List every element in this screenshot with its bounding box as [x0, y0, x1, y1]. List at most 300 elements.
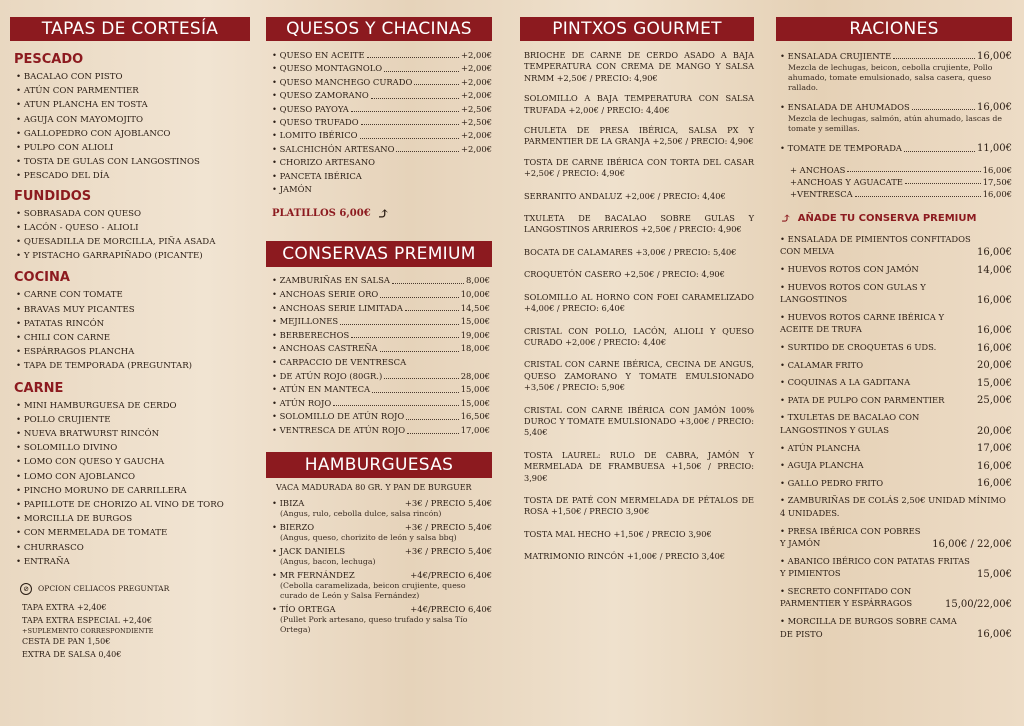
conserva-item-name: • SOLOMILLO DE ATÚN ROJO: [272, 411, 405, 422]
racion-name: • SURTIDO DE CROQUETAS 6 UDS.: [780, 341, 937, 352]
racion-label: ZAMBURIÑAS DE COLÁS 2,50€ UNIDAD MÍNIMO 4 UNIDADES.: [780, 495, 1006, 518]
queso-item-label: QUESO PAYOYA: [279, 103, 349, 114]
racion-price: 15,00€: [977, 568, 1012, 580]
conserva-item: [272, 356, 490, 370]
conserva-item-leader: [405, 302, 459, 312]
tomate-extra-price: 16,00€: [982, 189, 1012, 200]
queso-item-leader: [371, 89, 459, 98]
queso-item-price: +2,00€: [461, 90, 492, 101]
hamburguesas-list: [266, 495, 492, 635]
racion-price: 14,00€: [977, 264, 1012, 276]
celiacos-text: OPCION CELIACOS PREGUNTAR: [38, 584, 170, 594]
racion-label: PRESA IBÉRICA CON POBRES Y JAMÓN: [780, 525, 921, 549]
queso-item-label: QUESO ZAMORANO: [279, 90, 369, 101]
menu-item: • PESCADO DEL DÍA: [16, 169, 250, 183]
racion-item: [780, 442, 1012, 455]
conserva-item-price: 18,00€: [460, 343, 490, 354]
tomate-extra-label: + ANCHOAS: [790, 164, 846, 175]
racion-label: ENSALADA DE PIMIENTOS CONFITADOS CON MELVA: [780, 233, 971, 257]
racion-name: • COQUINAS A LA GADITANA: [780, 377, 911, 388]
pintxo-item: TXULETA DE BACALAO SOBRE GULAS Y LANGOSTINOS ARRIEROS +2,50€ / PRECIO: 4,90€: [524, 213, 754, 235]
conserva-item-label: ANCHOAS SERIE LIMITADA: [279, 302, 403, 313]
racion-item: [780, 281, 1012, 306]
hamburguesa-desc: (Angus, rulo, cebolla dulce, salsa rincón): [280, 509, 442, 519]
fundidos-heading: FUNDIDOS: [14, 188, 92, 204]
pintxo-item: SERRANITO ANDALUZ +2,00€ / PRECIO: 4,40€: [524, 190, 726, 201]
cocina-list: [10, 288, 250, 373]
racion-label: TOMATE DE TEMPORADA: [787, 143, 902, 154]
conserva-item-price: 15,00€: [460, 316, 490, 327]
conserva-item-name: • VENTRESCA DE ATÚN ROJO: [272, 425, 406, 435]
conserva-item-label: ZAMBURIÑAS EN SALSA: [279, 275, 390, 286]
racion-item: [780, 494, 1012, 519]
conserva-item: [272, 288, 490, 302]
menu-item: • BRAVAS MUY PICANTES: [16, 303, 250, 317]
hamburguesa-desc: (Cebolla caramelizada, beicon crujiente, queso curado de León y Salsa Fernández): [280, 581, 466, 601]
raciones-banner: RACIONES: [776, 17, 1012, 41]
tomate-extra-name: [790, 188, 853, 200]
queso-item-name: • QUESO EN ACEITE: [272, 50, 365, 60]
menu-item: • MORCILLA DE BURGOS: [16, 512, 250, 526]
racion-name: • AGUJA PLANCHA: [780, 460, 864, 471]
queso-item-leader: [384, 62, 459, 71]
conserva-item: [272, 397, 490, 411]
conserva-item-leader: [351, 329, 459, 339]
conservas-banner: CONSERVAS PREMIUM: [266, 241, 492, 267]
queso-item-name: • QUESO PAYOYA: [272, 103, 349, 114]
conserva-item: [272, 329, 490, 343]
hamburguesa-spacer: [345, 545, 405, 557]
racion-price: 15,00€: [977, 377, 1012, 389]
racion-item: [780, 101, 1012, 134]
hamburguesa-item: [272, 497, 492, 519]
racion-label: TXULETAS DE BACALAO CON LANGOSTINOS Y GULAS: [780, 412, 920, 435]
racion-price: 16,00€: [977, 324, 1012, 336]
queso-item-name: • SALCHICHÓN ARTESANO: [272, 143, 395, 154]
queso-item-price: +2,50€: [461, 103, 492, 114]
racion-name: • GALLO PEDRO FRITO: [780, 477, 884, 488]
conserva-item-leader: [392, 274, 464, 284]
menu-item: • SOLOMILLO DIVINO: [16, 441, 250, 455]
gluten-free-icon: ⊘: [20, 583, 32, 595]
conserva-item-name: • MEJILLONES: [272, 316, 339, 327]
racion-name: • HUEVOS ROTOS CON GULAS Y LANGOSTINOS: [780, 281, 926, 305]
pintxo-item: BRIOCHE DE CARNE DE CERDO ASADO A BAJA TEMPERATURA CON CREMA DE MANGO Y SALSA NRMM +2,50€ / PRECIO: 4,90€: [524, 50, 754, 83]
hamburguesa-label: TÍO ORTEGA: [279, 604, 336, 615]
racion-name: • TXULETAS DE BACALAO CON LANGOSTINOS Y GULAS: [780, 412, 920, 435]
hamburguesa-label: BIERZO: [279, 522, 315, 533]
pintxo-item: SOLOMILLO AL HORNO CON FOEI CARAMELIZADO +4,00€ / PRECIO: 6,40€: [524, 291, 754, 314]
column-tapas: [10, 0, 250, 726]
fundidos-list: [10, 207, 250, 264]
conserva-item: [272, 274, 490, 288]
menu-item: • GALLOPEDRO CON AJOBLANCO: [16, 127, 250, 141]
conserva-item-label: CARPACCIO DE VENTRESCA: [279, 357, 407, 368]
conserva-item-name: • ZAMBURIÑAS EN SALSA: [272, 275, 390, 286]
racion-name: • SECRETO CONFITADO CON PARMENTIER Y ESPÁRRAGOS: [780, 585, 913, 609]
conserva-item: [272, 370, 490, 384]
hamburguesa-desc: (Angus, queso, chorizito de león y salsa bbq): [280, 533, 457, 543]
queso-item-name: • LOMITO IBÉRICO: [272, 130, 358, 141]
tapas-banner: TAPAS DE CORTESÍA: [10, 17, 250, 41]
menu-item: • CHILI CON CARNE: [16, 331, 250, 345]
hamburguesa-label: MR FERNÁNDEZ: [279, 570, 355, 581]
racion-price: 20,00€: [977, 425, 1012, 437]
menu-item: • PAPILLOTE DE CHORIZO AL VINO DE TORO: [16, 498, 250, 512]
conserva-item: [272, 302, 490, 316]
queso-item-leader: [351, 103, 459, 112]
queso-item: [272, 62, 492, 75]
menu-item: • TOSTA DE GULAS CON LANGOSTINOS: [16, 155, 250, 169]
queso-item-label: CHORIZO ARTESANO: [279, 157, 376, 168]
racion-name: • ATÚN PLANCHA: [780, 442, 861, 453]
racion-label: PATA DE PULPO CON PARMENTIER: [787, 394, 945, 405]
tomate-extra-leader: [847, 164, 980, 172]
racion-label: COQUINAS A LA GADITANA: [787, 377, 911, 388]
racion-label: GALLO PEDRO FRITO: [787, 477, 884, 488]
menu-item: • MINI HAMBURGUESA DE CERDO: [16, 399, 250, 413]
queso-item-name: • PANCETA IBÉRICA: [272, 170, 362, 181]
conserva-item-name: • BERBERECHOS: [272, 329, 350, 340]
queso-item-price: +2,00€: [461, 143, 492, 154]
racion-label: HUEVOS ROTOS CON JAMÓN: [787, 264, 919, 275]
racion-name: • MORCILLA DE BURGOS SOBRE CAMA DE PISTO: [780, 616, 957, 639]
hamburguesa-spacer: [336, 603, 411, 615]
extra-line: TAPA EXTRA +2,40€: [22, 603, 107, 613]
racion-label: SECRETO CONFITADO CON PARMENTIER Y ESPÁRRAGOS: [780, 585, 913, 609]
tomate-extra-label: +ANCHOAS Y AGUACATE: [790, 177, 903, 188]
racion-name: • PRESA IBÉRICA CON POBRES Y JAMÓN: [780, 525, 921, 549]
queso-item-leader: [367, 49, 459, 58]
conserva-item-label: BERBERECHOS: [279, 329, 350, 340]
hamburguesa-price: +3€ / PRECIO 5,40€: [404, 498, 492, 509]
racion-label: ENSALADA DE AHUMADOS: [787, 102, 910, 113]
conserva-item-label: DE ATÚN ROJO (80GR.): [279, 370, 383, 381]
hamburguesas-banner: HAMBURGUESAS: [266, 452, 492, 478]
pintxos-banner: PINTXOS GOURMET: [520, 17, 754, 41]
pintxo-item: CROQUETÓN CASERO +2,50€ / PRECIO: 4,90€: [524, 269, 725, 280]
racion-item: [780, 341, 1012, 354]
conserva-item: [272, 315, 490, 329]
tomate-extras-list: [776, 164, 1012, 201]
queso-item-leader: [360, 129, 460, 138]
racion-price: 16,00€: [977, 102, 1012, 114]
queso-item: [272, 170, 492, 183]
conserva-item: [272, 383, 490, 397]
queso-item-leader: [361, 116, 459, 125]
racion-item: [780, 525, 1012, 550]
racion-item: [780, 233, 1012, 258]
conserva-item-leader: [380, 288, 458, 298]
conserva-item-leader: [407, 424, 459, 434]
racion-label: MORCILLA DE BURGOS SOBRE CAMA DE PISTO: [780, 616, 957, 639]
hamburguesa-item: [272, 569, 492, 601]
conserva-note-row: [780, 211, 1012, 227]
racion-item: [780, 585, 1012, 610]
menu-item: • POLLO CRUJIENTE: [16, 413, 250, 427]
racion-item: [780, 359, 1012, 372]
racion-name: • ENSALADA CRUJIENTE: [780, 51, 892, 61]
queso-item-name: • CHORIZO ARTESANO: [272, 157, 376, 168]
tomate-extra: [790, 164, 1012, 176]
conserva-item-name: • DE ATÚN ROJO (80GR.): [272, 370, 383, 381]
conserva-item-label: ATÚN ROJO: [279, 397, 332, 408]
racion-desc: Mezcla de lechugas, salmón, atún ahumado, lascas de tomate y semillas.: [788, 114, 1003, 134]
pintxo-item: CRISTAL CON POLLO, LACÓN, ALIOLI Y QUESO CURADO +2,00€ / PRECIO: 4,40€: [524, 325, 754, 347]
racion-price: 11,00€: [977, 143, 1012, 155]
hamburguesa-row: [272, 497, 492, 509]
queso-item: [272, 116, 492, 129]
racion-name: • ZAMBURIÑAS DE COLÁS 2,50€ UNIDAD MÍNIMO 4 UNIDADES.: [780, 495, 1006, 518]
hamburguesa-label: JACK DANIELS: [279, 546, 346, 557]
pintxo-item: CHULETA DE PRESA IBÉRICA, SALSA PX Y PARMENTIER DE LA GRANJA +2,50€ / PRECIO: 4,90€: [524, 125, 754, 147]
conserva-item-label: SOLOMILLO DE ATÚN ROJO: [279, 411, 405, 422]
queso-item: [272, 143, 492, 156]
queso-item: [272, 49, 492, 62]
extra-line: EXTRA DE SALSA 0,40€: [22, 650, 122, 660]
queso-item-price: +2,00€: [461, 63, 492, 74]
conserva-item: [272, 424, 490, 438]
conserva-item-price: 17,00€: [460, 425, 490, 435]
racion-price: 16,00€: [977, 294, 1012, 306]
pintxo-item: TOSTA DE PATÉ CON MERMELADA DE PÉTALOS DE ROSA +1,50€ / PRECIO 3,90€: [524, 494, 754, 517]
racion-price: 17,00€: [977, 443, 1012, 455]
conservas-list: [266, 267, 492, 437]
celiacos-note: [20, 583, 250, 595]
pescado-heading: PESCADO: [14, 52, 84, 67]
racion-price: 16,00€: [977, 51, 1012, 62]
racion-label: ABANICO IBÉRICO CON PATATAS FRITAS Y PIMIENTOS: [780, 555, 970, 579]
pintxo-item: CRISTAL CON CARNE IBÉRICA CON JAMÓN 100% DUROC Y TOMATE EMULSIONADO +3,00€ / PRECIO: 5,40€: [524, 404, 754, 438]
conserva-item-label: VENTRESCA DE ATÚN ROJO: [279, 425, 406, 435]
menu-item: • BACALAO CON PISTO: [16, 70, 250, 84]
queso-item-label: QUESO MANCHEGO CURADO: [279, 76, 413, 87]
racion-price: 16,00€: [977, 460, 1012, 472]
quesos-banner: QUESOS Y CHACINAS: [266, 17, 492, 41]
racion-item: [780, 142, 1012, 155]
racion-price: 16,00€: [977, 342, 1012, 354]
hamburguesa-label: IBIZA: [279, 498, 305, 509]
hamburguesa-row: [272, 569, 492, 581]
queso-item: [272, 156, 492, 169]
tomate-extra-leader: [855, 188, 981, 196]
pintxo-item: CRISTAL CON CARNE IBÉRICA, CECINA DE ANGUS, QUESO ZAMORANO Y TOMATE EMULSIONADO +3,50€ / PRECIO: 5,90€: [524, 359, 754, 393]
conserva-item-leader: [406, 410, 458, 420]
racion-item: [780, 555, 1012, 580]
racion-leader: [893, 50, 975, 59]
hamburguesa-desc: (Pullet Pork artesano, queso trufado y salsa Tío Ortega): [280, 615, 468, 635]
hamburguesa-row: [272, 545, 492, 557]
tomate-extra-label: +VENTRESCA: [790, 189, 853, 200]
conserva-item-price: 14,50€: [460, 302, 490, 313]
queso-item-label: QUESO EN ACEITE: [279, 50, 365, 60]
conserva-item-price: 10,00€: [460, 289, 490, 300]
queso-item-label: PANCETA IBÉRICA: [279, 170, 362, 181]
conserva-item-price: 19,00€: [460, 329, 490, 340]
pintxo-item: TOSTA LAUREL: RULO DE CABRA, JAMÓN Y MERMELADA DE FRAMBUESA +1,50€ / PRECIO: 3,90€: [524, 449, 754, 483]
hamburguesa-name: • JACK DANIELS: [272, 546, 346, 557]
racion-label: CALAMAR FRITO: [787, 359, 864, 370]
racion-item: [780, 394, 1012, 407]
conserva-item-label: ANCHOAS CASTREÑA: [279, 343, 378, 354]
queso-item-price: +2,00€: [461, 130, 492, 141]
hamburguesa-price: +4€/PRECIO 6,40€: [410, 604, 492, 615]
menu-item: • CARNE CON TOMATE: [16, 288, 250, 302]
column-quesos: [266, 0, 492, 726]
racion-name: • HUEVOS ROTOS CARNE IBÉRICA Y ACEITE DE TRUFA: [780, 311, 944, 335]
menu-item: • CHURRASCO: [16, 541, 250, 555]
racion-label: HUEVOS ROTOS CARNE IBÉRICA Y ACEITE DE TRUFA: [780, 311, 944, 335]
extra-line: TAPA EXTRA ESPECIAL +2,40€: [22, 616, 152, 626]
hamburguesa-name: • BIERZO: [272, 522, 315, 533]
conserva-item-price: 15,00€: [460, 397, 490, 408]
racion-name: • HUEVOS ROTOS CON JAMÓN: [780, 264, 919, 275]
racion-label: HUEVOS ROTOS CON GULAS Y LANGOSTINOS: [780, 281, 926, 305]
racion-price: 16,00€: [977, 478, 1012, 490]
menu-item: • ATUN PLANCHA EN TOSTA: [16, 98, 250, 112]
queso-item-leader: [414, 76, 459, 85]
racion-item: [780, 615, 1012, 640]
menu-item: • AGUJA CON MAYOMOJITO: [16, 113, 250, 127]
conserva-item-price: 28,00€: [460, 370, 490, 381]
quesos-list: [266, 41, 492, 196]
racion-item: [780, 311, 1012, 336]
queso-item-name: • QUESO MANCHEGO CURADO: [272, 76, 413, 87]
hamburguesa-name: • IBIZA: [272, 498, 305, 509]
menu-item: • Y PISTACHO GARRAPIÑADO (PICANTE): [16, 249, 250, 263]
racion-label: AGUJA PLANCHA: [787, 460, 864, 471]
queso-item-label: SALCHICHÓN ARTESANO: [279, 143, 395, 154]
menu-item: • LOMO CON QUESO Y GAUCHA: [16, 455, 250, 469]
menu-item: • CON MERMELADA DE TOMATE: [16, 526, 250, 540]
racion-leader: [912, 101, 975, 110]
hamburguesa-name: • TÍO ORTEGA: [272, 604, 336, 615]
menu-item: • TAPA DE TEMPORADA (PREGUNTAR): [16, 359, 250, 373]
hamburguesa-row: [272, 521, 492, 533]
queso-item-price: +2,00€: [461, 50, 492, 60]
racion-name: • TOMATE DE TEMPORADA: [780, 143, 902, 154]
raciones-list: [776, 233, 1012, 640]
hamburguesa-item: [272, 545, 492, 567]
conserva-item-leader: [340, 315, 459, 325]
queso-item-name: • QUESO ZAMORANO: [272, 90, 369, 101]
racion-item: [780, 477, 1012, 490]
hamburguesa-item: [272, 521, 492, 543]
conserva-item-name: • CARPACCIO DE VENTRESCA: [272, 357, 407, 368]
carne-heading: CARNE: [14, 380, 64, 396]
queso-item: [272, 129, 492, 142]
conserva-item-price: 15,00€: [460, 384, 490, 395]
racion-name: • CALAMAR FRITO: [780, 359, 864, 370]
queso-item-label: QUESO TRUFADO: [279, 117, 359, 128]
pintxo-item: TOSTA DE CARNE IBÉRICA CON TORTA DEL CASAR +2,50€ / PRECIO: 4,90€: [524, 156, 754, 179]
hamburguesa-price: +3€ / PRECIO 5,40€: [404, 546, 492, 557]
menu-item: • QUESADILLA DE MORCILLA, PIÑA ASADA: [16, 235, 250, 249]
conserva-item-leader: [380, 342, 459, 352]
queso-item: [272, 76, 492, 89]
hamburguesa-price: +4€/PRECIO 6,40€: [410, 570, 492, 581]
menu-item: • ENTRAÑA: [16, 555, 250, 569]
pintxo-item: MATRIMONIO RINCÓN +1,00€ / PRECIO 3,40€: [524, 551, 725, 562]
platillos-price: PLATILLOS 6,00€: [272, 208, 371, 220]
menu-item: • PINCHO MORUNO DE CARRILLERA: [16, 484, 250, 498]
hamburguesa-row: [272, 603, 492, 615]
menu-item: • SOBRASADA CON QUESO: [16, 207, 250, 221]
racion-name: • ABANICO IBÉRICO CON PATATAS FRITAS Y PIMIENTOS: [780, 555, 970, 579]
tomate-extra: [790, 188, 1012, 200]
queso-item-name: • JAMÓN: [272, 184, 312, 195]
pintxo-item: SOLOMILLO A BAJA TEMPERATURA CON SALSA TRUFADA +2,00€ / PRECIO: 4,40€: [524, 93, 754, 115]
racion-price: 16,00€: [977, 629, 1012, 641]
racion-price: 16,00€: [977, 247, 1012, 259]
conserva-item-leader: [333, 397, 458, 407]
menu-item: • PULPO CON ALIOLI: [16, 141, 250, 155]
cocina-heading: COCINA: [14, 270, 70, 286]
racion-price: 25,00€: [977, 395, 1012, 407]
pintxo-item: BOCATA DE CALAMARES +3,00€ / PRECIO: 5,40€: [524, 246, 737, 257]
conserva-item-name: • ATÚN ROJO: [272, 397, 332, 408]
racion-label: ATÚN PLANCHA: [787, 442, 861, 453]
racion-item: [780, 263, 1012, 276]
conserva-item: [272, 342, 490, 356]
conserva-item-label: ANCHOAS SERIE ORO: [279, 289, 379, 300]
racion-name: • ENSALADA DE AHUMADOS: [780, 102, 910, 113]
racion-item: [780, 50, 1012, 93]
pintxos-list: [520, 41, 754, 563]
conserva-item-name: • ANCHOAS CASTREÑA: [272, 343, 378, 354]
conserva-item: [272, 410, 490, 424]
racion-desc: Mezcla de lechugas, beicon, cebolla crujiente, Pollo ahumado, tomate emulsionado, salsa casera, queso rallado.: [788, 63, 993, 93]
menu-item: • LOMO CON AJOBLANCO: [16, 470, 250, 484]
hamburguesa-name: • MR FERNÁNDEZ: [272, 570, 355, 581]
curved-arrow-icon: ⤴: [376, 204, 391, 224]
menu-item: • PATATAS RINCÓN: [16, 317, 250, 331]
racion-price: 16,00€ / 22,00€: [932, 538, 1012, 550]
racion-row: [780, 50, 1012, 63]
conserva-note: AÑADE TU CONSERVA PREMIUM: [797, 213, 977, 225]
hamburguesa-desc: (Angus, bacon, lechuga): [280, 557, 376, 567]
racion-label: SURTIDO DE CROQUETAS 6 UDS.: [787, 341, 937, 352]
conserva-item-name: • ANCHOAS SERIE LIMITADA: [272, 302, 403, 313]
conserva-item-price: 8,00€: [466, 275, 490, 286]
queso-item: [272, 183, 492, 196]
racion-item: [780, 411, 1012, 436]
racion-label: ENSALADA CRUJIENTE: [787, 51, 892, 61]
hamburguesa-spacer: [304, 497, 405, 509]
tomate-extra-leader: [905, 176, 981, 184]
raciones-top-list: [776, 41, 1012, 156]
hamburguesa-spacer: [355, 569, 410, 581]
queso-item-price: +2,00€: [461, 76, 492, 87]
carne-list: [10, 399, 250, 569]
conserva-item-name: • ANCHOAS SERIE ORO: [272, 289, 379, 300]
conserva-item-label: ATÚN EN MANTECA: [279, 384, 371, 395]
conserva-item-name: • ATÚN EN MANTECA: [272, 384, 371, 395]
racion-row: [780, 142, 1012, 155]
conserva-item-price: 16,50€: [460, 411, 490, 422]
racion-price: 20,00€: [977, 360, 1012, 372]
menu-item: • ATÚN CON PARMENTIER: [16, 84, 250, 98]
platillos-row: [272, 204, 492, 223]
extras-list: [22, 601, 250, 661]
column-raciones: [776, 0, 1012, 726]
hamburguesa-spacer: [314, 521, 405, 533]
tomate-extra-name: [790, 164, 845, 176]
tomate-extra: [790, 176, 1012, 188]
conserva-item-leader: [372, 383, 459, 393]
queso-item-label: QUESO MONTAGNOLO: [279, 63, 383, 74]
hamburguesa-item: [272, 603, 492, 635]
